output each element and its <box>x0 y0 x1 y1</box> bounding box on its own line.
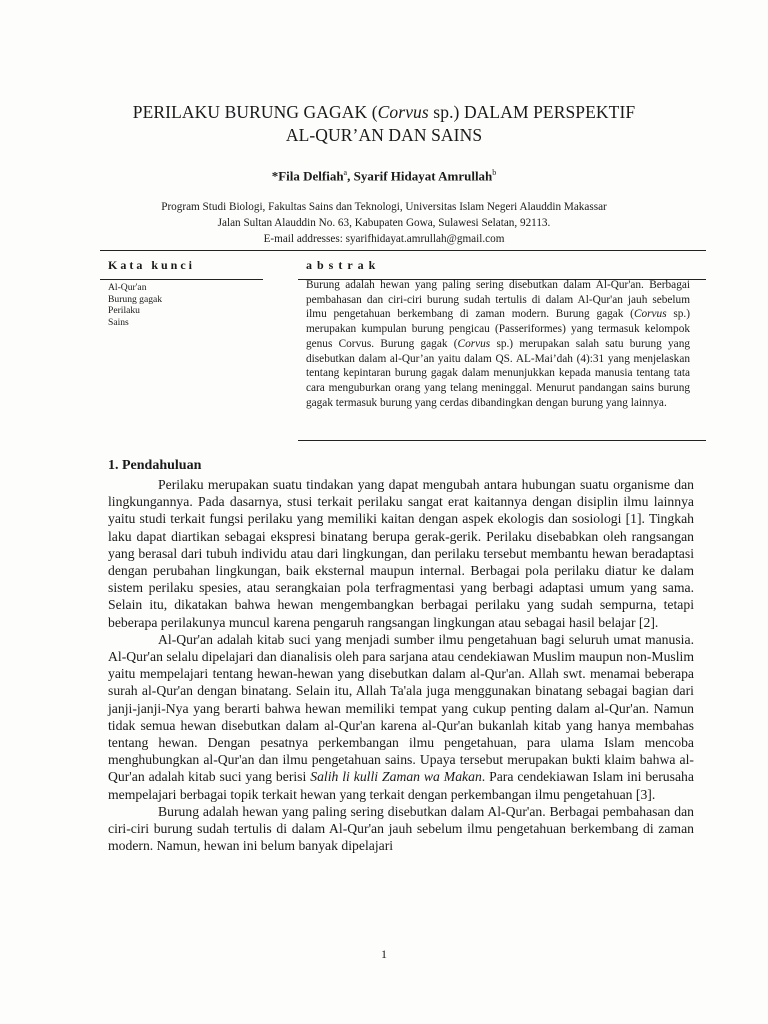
abstract-run: Burung adalah hewan yang paling sering disebutkan dalam Al-Qur'an. Berbagai pembahasan dan ciri-ciri burung sudah tertulis di dalam Al-Qur'an jauh sebelum ilmu pengetahuan berkembang di zaman modern. Burung gagak ( <box>306 279 690 321</box>
keyword-list <box>108 282 162 328</box>
affiliation-line: Program Studi Biologi, Fakultas Sains dan Teknologi, Universitas Islam Negeri Alauddin Makassar <box>161 201 607 213</box>
abstract-italic: Corvus <box>633 308 667 321</box>
paragraph-run: Al-Qur'an adalah kitab suci yang menjadi sumber ilmu pengetahuan bagi seluruh umat manusia. Al-Qur'an selalu dipelajari dan dianalisis oleh para sarjana atau cendekiawan Muslim maupun non-Muslim yaitu mempelajari tentang hewan-hewan yang disebutkan dalam al-Qur'an. Allah swt. menamai beberapa surah al-Qur'an dengan binatang. Selain itu, Allah Ta'ala juga menggunakan binatang sebagai bagian dari janji-janji-Nya yang berarti bahwa hewan memiliki tempat yang cukup penting dalam al-Qur'an. Namun tidak semua hewan disebutkan dalam al-Qur'an karena al-Qur'an bukanlah kitab yang hanya membahas tentang hewan. Dengan pesatnya perkembangan ilmu pengetahuan, para ulama Islam mencoba menghubungkan al-Qur'an dan ilmu pengetahuan sains. Upaya tersebut merupakan bukti klaim bahwa al-Qur'an adalah kitab suci yang berisi <box>108 631 694 785</box>
author-name: *Fila Delfiah <box>271 168 344 184</box>
author-line <box>60 168 708 184</box>
keyword-item: Burung gagak <box>108 293 163 305</box>
paragraph: Perilaku merupakan suatu tindakan yang dapat mengubah antara hubungan suatu organisme dan lingkungannya. Pada dasarnya, stusi terkait perilaku sangat erat kaitannya dengan disiplin ilmu lainnya yaitu studi terkait fungsi perilaku yang memiliki kaitan dengan aspek ekologis dan sosiologi [1]. Tingkah laku dapat diartikan sebagai ekspresi binatang berupa gerak-gerik. Perilaku disebabkan oleh rangsangan yang berasal dari tubuh individu atau dari lingkungan, dan perilaku tersebut membantu hewan beradaptasi dengan perubahan lingkungan, baik eksternal maupun internal. Berbagai pola perilaku diatur ke dalam sistem perilaku spesies, atau serangkaian pola terfragmentasi yang berbagi adaptasi umum yang sama. Selain itu, dikatakan bahwa hewan mengembangkan berbagai perilaku yang sudah sempurna, tetapi beberapa perilakunya muncul karena pengaruh rangsangan lingkungan atau sebagai hasil belajar [2]. <box>108 477 694 630</box>
paper-title <box>60 101 708 147</box>
body-text <box>108 476 694 854</box>
author-superscript: a <box>343 168 348 177</box>
abstract-italic: Corvus <box>457 337 491 350</box>
divider-rule <box>100 279 263 280</box>
author-separator: , <box>347 168 354 184</box>
paragraph-run: . Para cendekiawan Islam ini berusaha mempelajari berbagai topik terkait hewan yang terkait dengan perkembangan ilmu pengetahuan [3]. <box>108 769 694 802</box>
abstract-run: sp.) merupakan salah satu burung yang disebutkan dalam al-Qur’an yaitu dalam QS. AL-Mai’dah (4):31 yang menjelaskan tentang kepintaran burung gagak dalam menunjukkan kepada manusia tentang tata cara menguburkan orang yang telang meninggal. Menurut pandangan sains burung gagak termasuk burung yang cerdas dibandingkan dengan burung yang lainnya. <box>306 337 690 409</box>
paragraph: Burung adalah hewan yang paling sering disebutkan dalam Al-Qur'an. Berbagai pembahasan dan ciri-ciri burung sudah tertulis di dalam Al-Qur'an jauh sebelum ilmu pengetahuan berkembang di zaman modern. Namun, hewan ini belum banyak dipelajari <box>108 803 694 854</box>
author-superscript: b <box>492 168 497 177</box>
divider-rule <box>298 440 706 441</box>
affiliation <box>60 199 708 247</box>
abstract-text <box>306 278 690 410</box>
affiliation-line: Jalan Sultan Alauddin No. 63, Kabupaten Gowa, Sulawesi Selatan, 92113. <box>217 217 551 229</box>
title-italic: Corvus <box>377 102 429 122</box>
keyword-item: Al-Qur'an <box>108 282 147 293</box>
author-name: Syarif Hidayat Amrullah <box>353 168 493 184</box>
abstract-run: sp.) merupakan kumpulan burung pengicau (Passeriformes) yang termasuk kelompok genus Corvus. Burung gagak ( <box>306 308 690 350</box>
keywords-heading: Kata kunci <box>108 258 196 272</box>
paragraph-italic: Salih li kulli Zaman wa Makan <box>310 769 482 785</box>
section-heading: 1. Pendahuluan <box>108 458 202 473</box>
keyword-item: Sains <box>108 316 129 328</box>
page-number: 1 <box>381 947 387 961</box>
divider-rule <box>100 250 706 251</box>
paragraph <box>108 631 694 803</box>
title-text: sp.) DALAM PERSPEKTIF <box>428 102 636 122</box>
abstract-heading: abstrak <box>306 258 381 272</box>
keyword-item: Perilaku <box>108 305 140 316</box>
title-text: PERILAKU BURUNG GAGAK ( <box>132 102 378 122</box>
title-line-2: AL-QUR’AN DAN SAINS <box>285 125 483 145</box>
email-line: E-mail addresses: syarifhidayat.amrullah@gmail.com <box>263 233 505 245</box>
